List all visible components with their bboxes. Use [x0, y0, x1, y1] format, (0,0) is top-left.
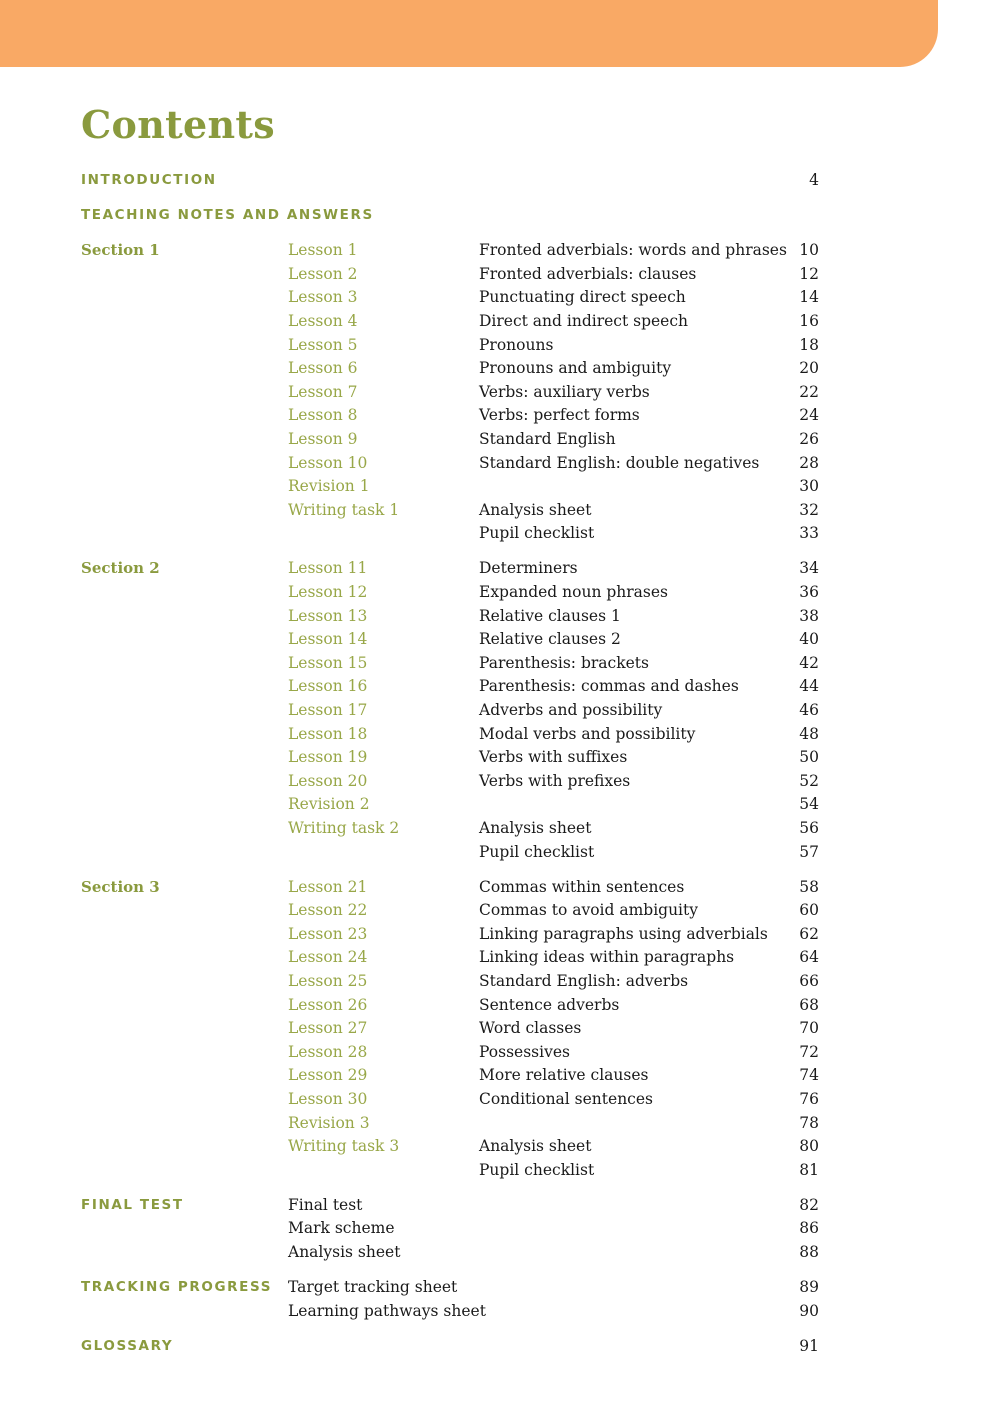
toc-entry-row[interactable]	[81, 876, 821, 900]
introduction-heading: INTRODUCTION	[81, 172, 217, 188]
entry-page: 30	[799, 477, 819, 496]
entry-page: 36	[799, 583, 819, 601]
toc-entry-row[interactable]	[81, 381, 821, 405]
entry-page: 74	[799, 1066, 819, 1085]
toc-entry-row[interactable]	[81, 428, 821, 452]
entry-page: 22	[799, 382, 819, 401]
tracking-progress-heading: TRACKING PROGRESS	[81, 1279, 273, 1296]
entry-label: Lesson 17	[288, 700, 368, 719]
toc-entry-row[interactable]	[81, 1276, 821, 1300]
toc-entry-row[interactable]	[81, 605, 821, 629]
toc-entry-row[interactable]	[81, 1064, 821, 1088]
entry-title: Pupil checklist	[479, 842, 595, 861]
entry-label: Lesson 23	[288, 924, 368, 943]
entry-title: Final test	[288, 1195, 363, 1214]
entry-page: 33	[799, 524, 819, 543]
toc-entry-row[interactable]	[81, 263, 821, 287]
entry-page: 64	[799, 948, 819, 967]
entry-page: 82	[799, 1195, 819, 1214]
entry-label: Lesson 8	[288, 406, 358, 425]
toc-entry-row[interactable]	[81, 1217, 821, 1241]
toc-entry-row[interactable]	[81, 1088, 821, 1112]
entry-title: Verbs: auxiliary verbs	[479, 382, 650, 401]
toc-entry-row[interactable]	[81, 1159, 821, 1183]
entry-title: Analysis sheet	[479, 1137, 592, 1156]
entry-page: 10	[799, 241, 819, 260]
entry-label: Writing task 2	[288, 818, 400, 837]
section-heading: Section 1	[81, 241, 160, 260]
entry-page: 18	[799, 335, 819, 354]
entry-title: Relative clauses 2	[479, 630, 621, 649]
toc-entry-row[interactable]	[81, 1017, 821, 1041]
entry-title: Commas within sentences	[479, 877, 685, 896]
entry-label: Lesson 19	[288, 748, 368, 767]
entry-label: Writing task 3	[288, 1137, 400, 1156]
entry-title: Determiners	[479, 559, 578, 578]
entry-label: Lesson 18	[288, 724, 368, 743]
entry-page: 44	[799, 677, 819, 696]
entry-label: Lesson 21	[288, 877, 368, 896]
entry-page: 50	[799, 748, 819, 767]
entry-page: 20	[799, 359, 819, 378]
entry-page: 78	[799, 1113, 819, 1132]
entry-label: Revision 1	[288, 477, 370, 496]
entry-title: Word classes	[479, 1019, 582, 1038]
entry-page: 16	[799, 311, 819, 330]
toc-entry-row[interactable]	[81, 286, 821, 310]
entry-label: Writing task 1	[288, 500, 400, 519]
entry-title: Analysis sheet	[479, 818, 592, 837]
toc-entry-row[interactable]	[81, 1241, 821, 1265]
entry-title: Relative clauses 1	[479, 606, 621, 625]
page-title: Contents	[81, 102, 275, 147]
entry-title: Verbs with prefixes	[479, 771, 631, 790]
entry-page: 68	[799, 995, 819, 1014]
entry-page: 81	[799, 1160, 819, 1179]
entry-page: 58	[799, 877, 819, 896]
glossary-heading: GLOSSARY	[81, 1337, 174, 1354]
table-of-contents	[81, 169, 821, 1358]
entry-title: Pronouns and ambiguity	[479, 359, 672, 378]
entry-title: Conditional sentences	[479, 1089, 653, 1108]
entry-title: Punctuating direct speech	[479, 288, 686, 307]
entry-title: Mark scheme	[288, 1219, 395, 1238]
toc-entry-row[interactable]	[81, 1112, 821, 1136]
entry-title: Direct and indirect speech	[479, 311, 689, 330]
entry-title: Modal verbs and possibility	[479, 724, 696, 743]
entry-label: Lesson 13	[288, 606, 368, 625]
entry-label: Lesson 7	[288, 382, 358, 401]
entry-page: 80	[799, 1137, 819, 1156]
entry-title: Target tracking sheet	[288, 1278, 458, 1297]
toc-row-glossary[interactable]	[81, 1335, 821, 1359]
entry-page: 90	[799, 1301, 819, 1320]
toc-entry-row[interactable]	[81, 1135, 821, 1159]
toc-entry-row[interactable]	[81, 675, 821, 699]
entry-label: Lesson 16	[288, 677, 368, 696]
entry-label: Lesson 2	[288, 264, 358, 283]
entry-title: Standard English: double negatives	[479, 453, 760, 472]
entry-label: Lesson 4	[288, 311, 358, 330]
entry-page: 28	[799, 453, 819, 472]
entry-label: Lesson 30	[288, 1089, 368, 1108]
entry-title: Linking ideas within paragraphs	[479, 948, 735, 967]
section-heading: Section 3	[81, 877, 160, 896]
entry-title: Pupil checklist	[479, 524, 595, 543]
toc-entry-row[interactable]	[81, 1300, 821, 1324]
entry-label: Lesson 15	[288, 653, 368, 672]
entry-title: Possessives	[479, 1042, 570, 1061]
toc-entry-row[interactable]	[81, 699, 821, 723]
toc-entry-row[interactable]	[81, 946, 821, 970]
toc-entry-row[interactable]	[81, 357, 821, 381]
sections-container	[81, 239, 821, 1182]
entry-page: 60	[799, 901, 819, 920]
toc-entry-row[interactable]	[81, 1041, 821, 1065]
toc-entry-row[interactable]	[81, 841, 821, 865]
toc-entry-row[interactable]	[81, 770, 821, 794]
entry-label: Lesson 5	[288, 335, 358, 354]
entry-title: Standard English: adverbs	[479, 972, 689, 990]
entry-label: Lesson 14	[288, 630, 368, 649]
entry-page: 70	[799, 1019, 819, 1038]
section-heading: Section 2	[81, 559, 160, 578]
entry-page: 12	[799, 264, 819, 283]
entry-page: 34	[799, 559, 819, 578]
entry-label: Lesson 22	[288, 901, 368, 920]
header-band	[0, 0, 938, 67]
entry-title: Analysis sheet	[479, 500, 592, 519]
entry-label: Lesson 28	[288, 1042, 368, 1061]
entry-page: 24	[799, 406, 819, 425]
entry-title: Sentence adverbs	[479, 995, 620, 1014]
entry-label: Lesson 27	[288, 1019, 368, 1038]
entry-label: Lesson 10	[288, 453, 368, 472]
entry-title: Standard English	[479, 429, 616, 448]
toc-row-teaching-notes	[81, 204, 821, 228]
toc-entry-row[interactable]	[81, 499, 821, 523]
entry-title: Learning pathways sheet	[288, 1301, 486, 1320]
toc-row-introduction[interactable]	[81, 169, 821, 193]
toc-entry-row[interactable]	[81, 310, 821, 334]
entry-title: Analysis sheet	[288, 1243, 401, 1262]
entry-page: 86	[799, 1219, 819, 1238]
toc-entry-row[interactable]	[81, 557, 821, 581]
entry-page: 66	[799, 972, 819, 990]
entry-label: Lesson 12	[288, 583, 368, 601]
entry-page: 38	[799, 606, 819, 625]
entry-label: Lesson 20	[288, 771, 368, 790]
entry-title: Expanded noun phrases	[479, 583, 668, 601]
entry-title: Pupil checklist	[479, 1160, 595, 1179]
entry-title: Linking paragraphs using adverbials	[479, 924, 768, 943]
toc-entry-row[interactable]	[81, 239, 821, 263]
entry-title: Adverbs and possibility	[479, 700, 663, 719]
entry-label: Lesson 3	[288, 288, 358, 307]
toc-entry-row[interactable]	[81, 970, 821, 994]
toc-entry-row[interactable]	[81, 404, 821, 428]
entry-title: Parenthesis: brackets	[479, 653, 649, 672]
entry-title: More relative clauses	[479, 1066, 649, 1085]
entry-label: Lesson 29	[288, 1066, 368, 1085]
entry-label: Lesson 11	[288, 559, 368, 578]
toc-entry-row[interactable]	[81, 817, 821, 841]
toc-entry-row[interactable]	[81, 1194, 821, 1218]
toc-entry-row[interactable]	[81, 581, 821, 605]
final-test-heading: FINAL TEST	[81, 1196, 184, 1213]
introduction-page: 4	[809, 171, 819, 189]
entry-page: 57	[799, 842, 819, 861]
entry-label: Revision 3	[288, 1113, 370, 1132]
toc-entry-row[interactable]	[81, 723, 821, 747]
entry-page: 42	[799, 653, 819, 672]
entry-page: 32	[799, 500, 819, 519]
entry-page: 62	[799, 924, 819, 943]
toc-entry-row[interactable]	[81, 522, 821, 546]
entry-label: Lesson 6	[288, 359, 358, 378]
entry-title: Pronouns	[479, 335, 554, 354]
entry-label: Lesson 26	[288, 995, 368, 1014]
entry-page: 14	[799, 288, 819, 307]
entry-page: 88	[799, 1243, 819, 1262]
toc-entry-row[interactable]	[81, 452, 821, 476]
toc-entry-row[interactable]	[81, 475, 821, 499]
toc-entry-row[interactable]	[81, 334, 821, 358]
entry-page: 46	[799, 700, 819, 719]
entry-label: Lesson 24	[288, 948, 368, 967]
toc-entry-row[interactable]	[81, 793, 821, 817]
entry-page: 26	[799, 429, 819, 448]
entry-page: 48	[799, 724, 819, 743]
entry-title: Fronted adverbials: clauses	[479, 264, 697, 283]
entry-label: Lesson 9	[288, 429, 358, 448]
toc-entry-row[interactable]	[81, 628, 821, 652]
entry-title: Parenthesis: commas and dashes	[479, 677, 739, 696]
toc-entry-row[interactable]	[81, 899, 821, 923]
entry-label: Lesson 25	[288, 972, 368, 990]
entry-label: Lesson 1	[288, 241, 358, 260]
glossary-page: 91	[799, 1336, 819, 1355]
toc-entry-row[interactable]	[81, 994, 821, 1018]
entry-label: Revision 2	[288, 795, 370, 814]
entry-page: 54	[799, 795, 819, 814]
tracking-progress-group	[81, 1276, 821, 1323]
entry-page: 89	[799, 1278, 819, 1297]
teaching-notes-heading: TEACHING NOTES AND ANSWERS	[81, 207, 374, 224]
final-test-group	[81, 1194, 821, 1265]
entry-title: Verbs with suffixes	[479, 748, 628, 767]
toc-entry-row[interactable]	[81, 923, 821, 947]
entry-page: 72	[799, 1042, 819, 1061]
toc-entry-row[interactable]	[81, 652, 821, 676]
entry-title: Fronted adverbials: words and phrases	[479, 241, 787, 260]
entry-title: Commas to avoid ambiguity	[479, 901, 698, 920]
entry-page: 56	[799, 818, 819, 837]
toc-entry-row[interactable]	[81, 746, 821, 770]
entry-page: 76	[799, 1089, 819, 1108]
entry-page: 52	[799, 771, 819, 790]
entry-title: Verbs: perfect forms	[479, 406, 640, 425]
entry-page: 40	[799, 630, 819, 649]
